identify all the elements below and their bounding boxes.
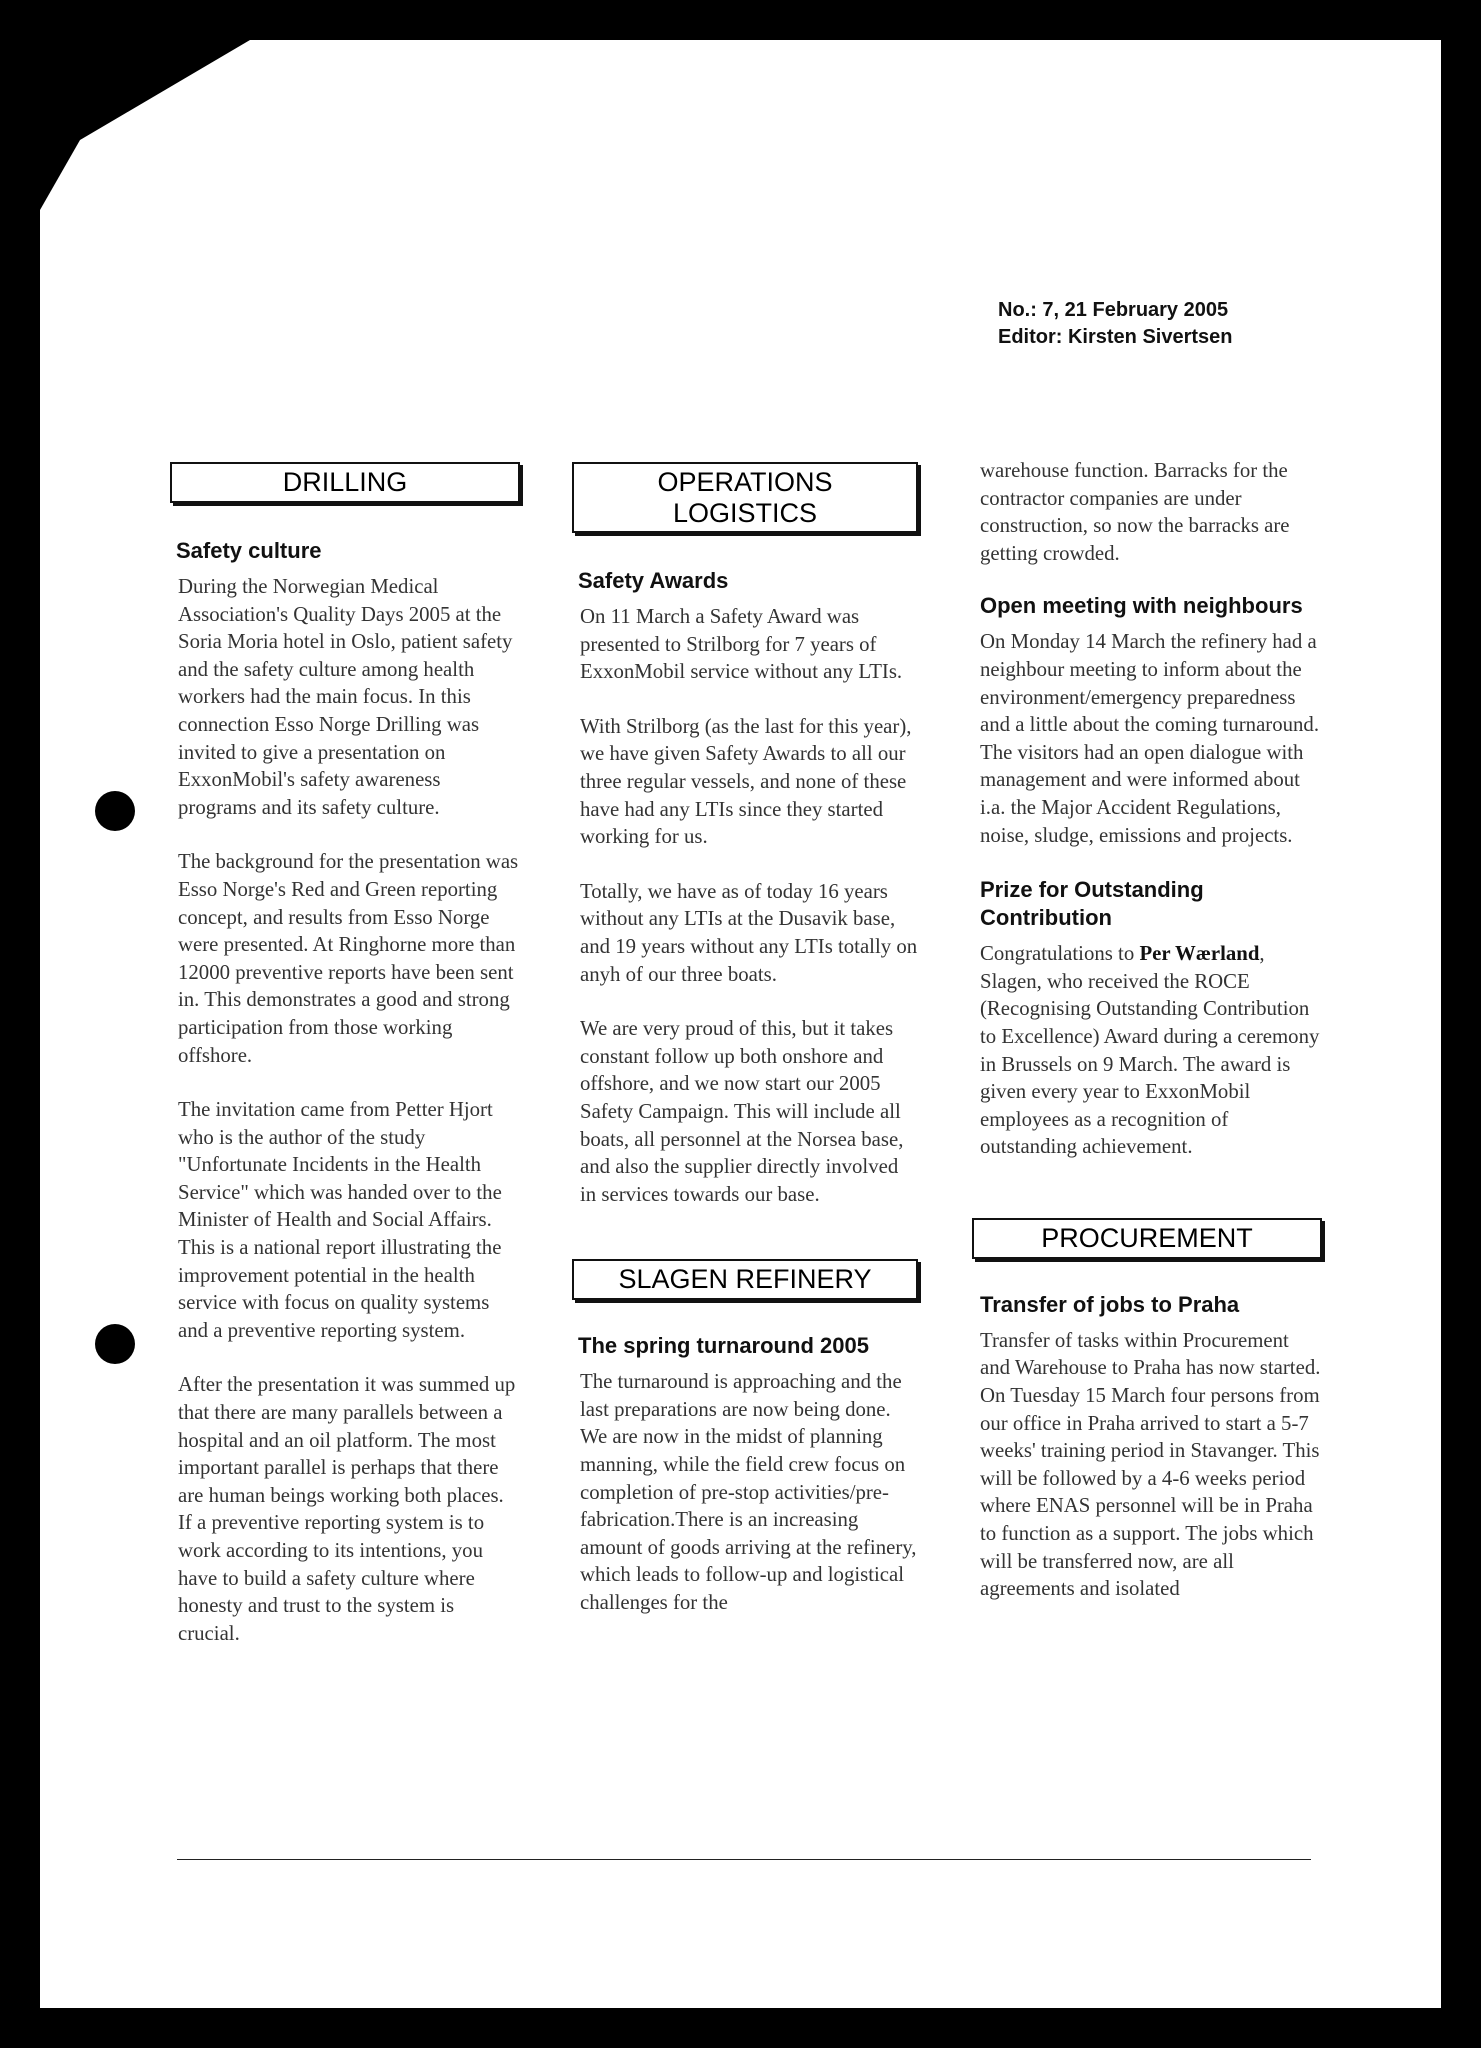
column-refinery-procurement bbox=[972, 457, 1322, 1630]
article-heading-spring-turnaround: The spring turnaround 2005 bbox=[578, 1333, 869, 1359]
article-paragraph-continued: warehouse function. Barracks for the contractor companies are under construction, so now the barracks are getting crowded. bbox=[980, 459, 1290, 565]
award-recipient-name: Per Wærland bbox=[1139, 942, 1260, 966]
article-paragraph: We are very proud of this, but it takes constant follow up both onshore and offshore, and we now start our 2005 Safety Campaign. This will include all boats, all personnel at the Norsea base, and also the supplier directly involved in services towards our base. bbox=[580, 1017, 904, 1206]
section-header-drilling: DRILLING bbox=[170, 462, 520, 503]
section-header-operations-logistics bbox=[572, 462, 918, 533]
article-paragraph: Transfer of tasks within Procurement and Warehouse to Praha has now started. On Tuesday 15 March four persons from our office in Praha arrived to start a 5-7 weeks' training period in Stavanger. This will be followed by a 4-6 weeks period where ENAS personnel will be in Praha to function as a support. The jobs which will be transferred now, are all agreements and isolated bbox=[980, 1328, 1321, 1601]
article-paragraph bbox=[972, 940, 1322, 1161]
article-heading-transfer-praha: Transfer of jobs to Praha bbox=[980, 1291, 1240, 1317]
article-paragraph: The invitation came from Petter Hjort who is the author of the study "Unfortunate Incidents in the Health Service" which was handed over to the Minister of Health and Social Affairs. This is a national report illustrating the improvement potential in the health service with focus on quality systems and a preventive reporting system. bbox=[178, 1098, 502, 1342]
footer-divider bbox=[177, 1859, 1311, 1860]
section-header-line: OPERATIONS bbox=[657, 467, 833, 497]
article-paragraph: On Monday 14 March the refinery had a neighbour meeting to inform about the environment/emergency preparedness and a little about the coming turnaround. The visitors had an open dialogue with management and were informed about i.a. the Major Accident Regulations, noise, sludge, emissions and projects. bbox=[980, 630, 1320, 847]
column-operations bbox=[572, 462, 918, 1644]
section-header-procurement: PROCUREMENT bbox=[972, 1218, 1322, 1259]
article-heading-prize: Prize for Outstanding Contribution bbox=[980, 877, 1204, 931]
masthead bbox=[998, 297, 1233, 351]
article-heading-safety-culture: Safety culture bbox=[176, 538, 322, 563]
article-heading-safety-awards: Safety Awards bbox=[578, 568, 729, 593]
article-paragraph: The turnaround is approaching and the last preparations are now being done. We are now in the midst of planning manning, while the field crew focus on completion of pre-stop activities/pre-fabrication.There is an increasing amount of goods arriving at the refinery, which leads to follow-up and logistical challenges for the bbox=[580, 1370, 917, 1615]
article-paragraph: With Strilborg (as the last for this year), we have given Safety Awards to all our three regular vessels, and none of these have had any LTIs since they started working for us. bbox=[580, 714, 912, 849]
article-paragraph: On 11 March a Safety Award was presented to Strilborg for 7 years of ExxonMobil service without any LTIs. bbox=[580, 605, 903, 684]
article-paragraph: Totally, we have as of today 16 years without any LTIs at the Dusavik base, and 19 years without any LTIs totally on anyh of our three boats. bbox=[580, 879, 918, 986]
issue-number: No.: 7, 21 February 2005 bbox=[998, 299, 1229, 321]
editor-line: Editor: Kirsten Sivertsen bbox=[998, 326, 1233, 348]
prize-text-after: , Slagen, who received the ROCE (Recognising Outstanding Contribution to Excellence) Award during a ceremony in Brussels on 9 March. The award is given every year to ExxonMobil employees as a recognition of outstanding achievement. bbox=[980, 942, 1320, 1159]
section-header-slagen-refinery: SLAGEN REFINERY bbox=[572, 1259, 918, 1300]
section-header-line: LOGISTICS bbox=[672, 498, 818, 528]
column-drilling bbox=[170, 462, 520, 1674]
article-heading-open-meeting: Open meeting with neighbours bbox=[980, 593, 1303, 619]
article-paragraph: During the Norwegian Medical Association's Quality Days 2005 at the Soria Moria hotel in Oslo, patient safety and the safety culture among health workers had the main focus. In this connection Esso Norge Drilling was invited to give a presentation on ExxonMobil's safety awareness programs and its safety culture. bbox=[178, 575, 513, 819]
punch-hole-lower bbox=[95, 1324, 135, 1364]
article-paragraph: The background for the presentation was Esso Norge's Red and Green reporting concept, and results from Esso Norge were presented. At Ringhorne more than 12000 preventive reports have been sent in. This demonstrates a good and strong participation from those working offshore. bbox=[178, 850, 519, 1067]
prize-text-before: Congratulations to bbox=[980, 942, 1140, 966]
article-paragraph: After the presentation it was summed up that there are many parallels between a hospital and an oil platform. The most important parallel is perhaps that there are human beings working both places. If a preventive reporting system is to work according to its intentions, you have to build a safety culture where honesty and trust to the system is crucial. bbox=[178, 1373, 516, 1645]
punch-hole-upper bbox=[95, 791, 135, 831]
